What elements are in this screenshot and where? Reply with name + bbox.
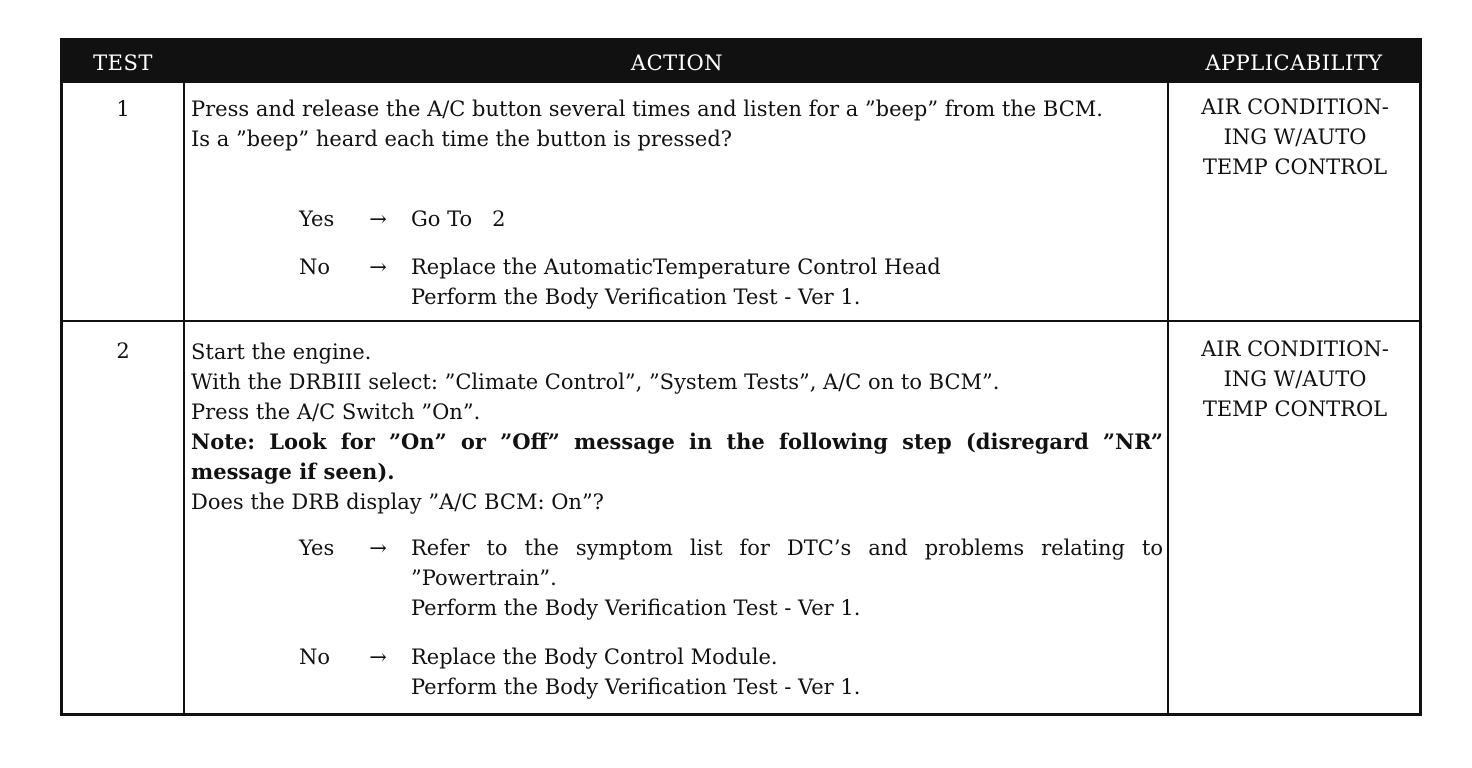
applicability-line: TEMP CONTROL [1202,155,1388,179]
test-number-2: 2 [116,339,130,363]
header-test: TEST [93,51,153,75]
applicability-line: ING W/AUTO [1223,367,1367,391]
applicability-cell-1 [1171,92,1419,182]
no-line: Perform the Body Verification Test - Ver 1. [411,675,861,699]
header-action: ACTION [630,51,724,75]
action-line: Press and release the A/C button several times and listen for a ”beep” from the BCM. [191,97,1103,121]
no-result-1 [299,252,1163,312]
action-line: Is a ”beep” heard each time the button is pressed? [191,127,733,151]
yes-line: Refer to the symptom list for DTC’s and problems relating to ”Powertrain”. [411,536,1163,590]
yes-line: Perform the Body Verification Test - Ver 1. [411,596,861,620]
action-cell-1 [191,94,1163,312]
action-line: Start the engine. [191,340,372,364]
arrow-icon: → [369,536,387,560]
column-divider-test [183,83,185,713]
yes-label: Yes [299,207,335,231]
no-line: Replace the Body Control Module. [411,645,778,669]
no-result-2 [299,642,1163,702]
action-line: With the DRBIII select: ”Climate Control”, ”System Tests”, A/C on to BCM”. [191,370,1000,394]
yes-result-1 [299,204,1163,234]
header-applicability: APPLICABILITY [1205,51,1383,75]
applicability-line: AIR CONDITION- [1201,95,1389,119]
applicability-line: ING W/AUTO [1223,125,1367,149]
no-label: No [299,255,331,279]
question-text: Does the DRB display ”A/C BCM: On”? [191,490,604,514]
table-header [63,41,1419,83]
yes-line: Go To 2 [411,207,506,231]
arrow-icon: → [369,207,387,231]
no-label: No [299,645,331,669]
applicability-cell-2 [1171,334,1419,424]
row-divider [63,320,1419,322]
diagnostic-table [60,38,1422,716]
no-line: Perform the Body Verification Test - Ver 1. [411,285,861,309]
action-cell-2 [191,337,1163,702]
applicability-line: AIR CONDITION- [1201,337,1389,361]
no-line: Replace the AutomaticTemperature Control Head [411,255,941,279]
note-text: Note: Look for ”On” or ”Off” message in the following step (disregard ”NR” message if seen). [191,429,1163,484]
action-line: Press the A/C Switch ”On”. [191,400,481,424]
applicability-line: TEMP CONTROL [1202,397,1388,421]
arrow-icon: → [369,255,387,279]
yes-result-2 [299,533,1163,623]
column-divider-applicability [1167,83,1169,713]
test-number-1: 1 [116,97,130,121]
arrow-icon: → [369,645,387,669]
yes-label: Yes [299,536,335,560]
